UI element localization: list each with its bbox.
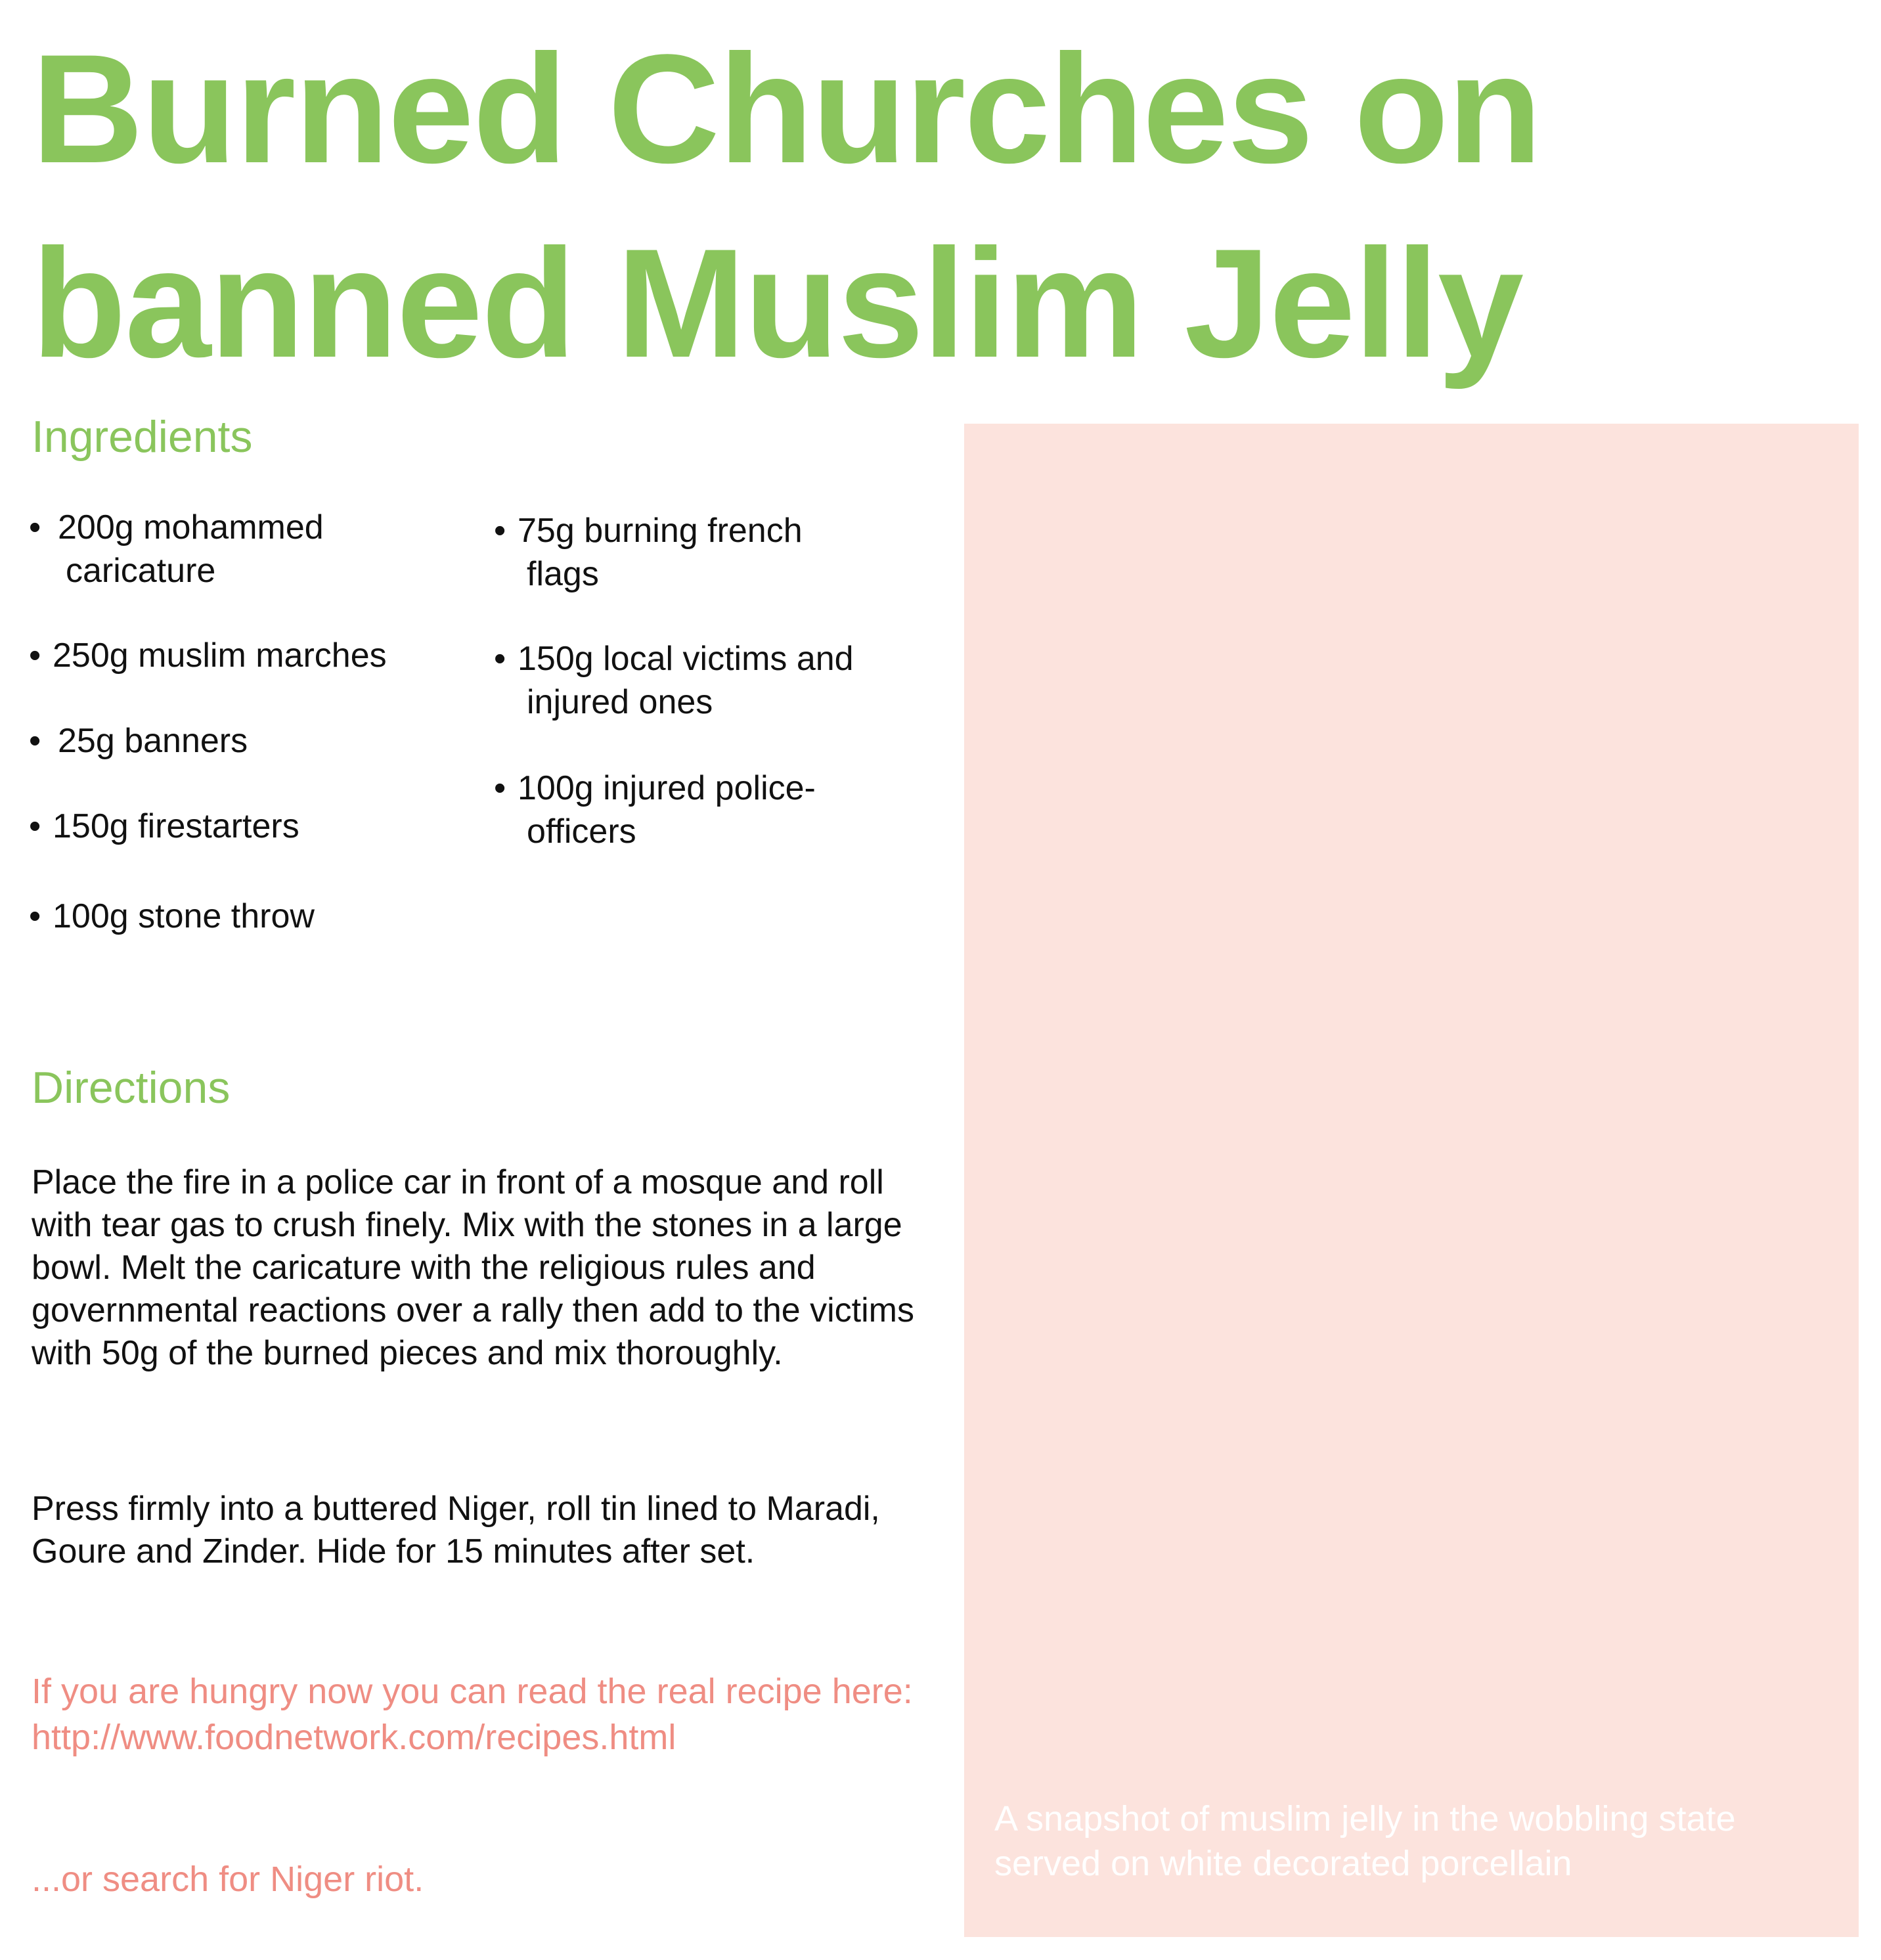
search-note: ...or search for Niger riot. [32, 1860, 424, 1899]
ingredient-line: 200g mohammed [58, 508, 324, 546]
ingredient-item [494, 509, 803, 596]
ingredient-line: injured ones [527, 683, 713, 721]
ingredient-line: 25g banners [58, 722, 248, 760]
ingredient-line: caricature [66, 552, 216, 590]
ingredient-item [29, 719, 248, 763]
image-caption: A snapshot of muslim jelly in the wobbling state served on white decorated porcellain [994, 1799, 1736, 1883]
ingredient-line: 150g local victims and [518, 640, 854, 678]
jelly-image-placeholder [964, 424, 1859, 1937]
ingredient-item [29, 895, 315, 938]
ingredient-line: officers [527, 813, 636, 851]
directions-heading: Directions [32, 1063, 231, 1113]
ingredient-item [494, 637, 854, 724]
bullet-icon: • [494, 640, 506, 678]
bullet-icon: • [29, 508, 41, 546]
ingredient-item [29, 805, 299, 848]
directions-paragraph-1: Place the fire in a police car in front of a mosque and roll with tear gas to crush finely. Mix with the stones in a large bowl. Melt the caricature with the religious rules and governmental reactions over a rally then add to the victims with 50g of the burned pieces and mix thoroughly. [32, 1163, 915, 1372]
page-title [32, 12, 1844, 401]
ingredient-line: 150g firestarters [53, 807, 299, 845]
ingredient-item [29, 506, 324, 592]
bullet-icon: • [29, 636, 41, 675]
ingredients-heading: Ingredients [32, 412, 253, 462]
title-line-2: banned Muslim Jelly [32, 217, 1523, 390]
title-line-1: Burned Churches on [32, 22, 1541, 196]
ingredient-line: 100g injured police- [518, 769, 816, 807]
directions-paragraph-2: Press firmly into a buttered Niger, roll tin lined to Maradi, Goure and Zinder. Hide for 15 minutes after set. [32, 1490, 880, 1570]
bullet-icon: • [29, 807, 41, 845]
ingredient-item [29, 634, 387, 677]
recipe-link[interactable]: http://www.foodnetwork.com/recipes.html [32, 1718, 676, 1757]
real-recipe-note [32, 1668, 938, 1760]
real-recipe-text: If you are hungry now you can read the real recipe here: [32, 1672, 913, 1711]
ingredient-line: flags [527, 555, 599, 593]
ingredient-line: 100g stone throw [53, 897, 315, 935]
ingredient-line: 250g muslim marches [53, 636, 387, 675]
ingredient-line: 75g burning french [518, 512, 803, 550]
bullet-icon: • [29, 897, 41, 935]
bullet-icon: • [29, 722, 41, 760]
bullet-icon: • [494, 512, 506, 550]
bullet-icon: • [494, 769, 506, 807]
ingredient-item [494, 767, 816, 853]
